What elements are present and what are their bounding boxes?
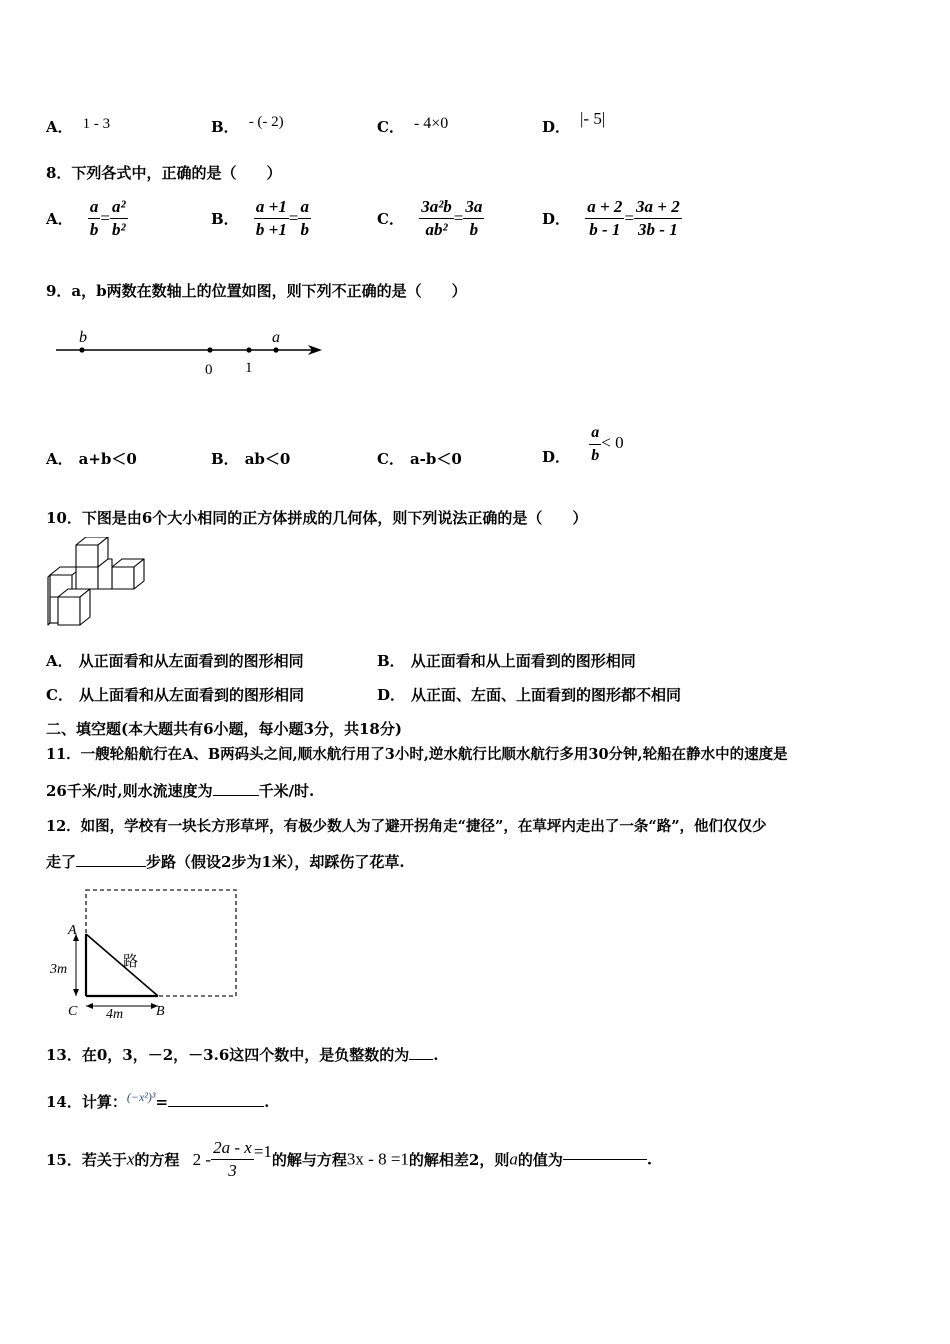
cube-right-front [112, 567, 134, 589]
q12-answer-blank[interactable] [76, 866, 146, 867]
label-4m: 4m [106, 1007, 124, 1022]
cube-front-front [58, 597, 80, 625]
label-B: B [156, 1004, 165, 1019]
q11-line2: 26千米/时,则水流速度为 千米/时. [46, 782, 315, 800]
tick-1: 1 [245, 360, 253, 376]
q10-option-a: A． 从正面看和从左面看到的图形相同 [46, 652, 304, 670]
point-b [79, 347, 84, 352]
q9-option-c: C． a-b＜0 [377, 450, 462, 468]
q12-line2: 走了 步路（假设2步为1米），却踩伤了花草. [46, 853, 405, 871]
label-a: a [272, 329, 280, 346]
q7-option-c: C． - 4×0 [377, 115, 449, 136]
q8-option-c: C． $\frac{\text{3a²b}}{\text{ab²}}$ = $\frac{3a}{b}$ [377, 197, 483, 239]
label-b: b [79, 329, 87, 346]
q13: 13．在0，3，－2，－3.6这四个数中，是负整数的为 . [46, 1046, 439, 1064]
cube-middle-front [76, 567, 98, 589]
lawn-rectangle [86, 890, 236, 996]
q10-option-d: D． 从正面、左面、上面看到的图形都不相同 [377, 686, 682, 704]
point-one [246, 347, 251, 352]
q7-option-a: A． 1 - 3 [46, 116, 111, 136]
q11-answer-blank[interactable] [213, 795, 259, 796]
label-C: C [68, 1004, 78, 1019]
q12-line1: 12．如图，学校有一块长方形草坪，有极少数人为了避开拐角走“捷径”，在草坪内走出了一条“路”，他们仅仅少 [46, 818, 767, 835]
label-path: 路 [123, 954, 139, 970]
path-ab [86, 934, 158, 996]
q15-answer-blank[interactable] [563, 1159, 647, 1160]
label-A: A [68, 923, 77, 938]
q8-option-b: B． $\frac{a +1}{b +1}$ = $\frac{a}{b}$ [211, 197, 309, 239]
cube-top-front [76, 545, 98, 567]
q10-stem: 10．下图是由6个大小相同的正方体拼成的几何体，则下列说法正确的是（ ） [46, 509, 588, 527]
q14-answer-blank[interactable] [168, 1106, 264, 1107]
number-line-figure [50, 322, 330, 382]
cube-figure [44, 537, 154, 632]
q15: 15．若关于x的方程 2 - $\frac{2a - x}{3}$ =1的解与方程3x - 8 =1的解相差2，则a的值为 . [46, 1138, 653, 1180]
q14-expression: (−x²)³ [126, 1090, 156, 1104]
q10-option-c: C． 从上面看和从左面看到的图形相同 [46, 686, 304, 704]
label-3m: 3m [50, 962, 68, 977]
q9-option-a: A． a+b＜0 [46, 450, 137, 468]
point-a [273, 347, 278, 352]
q11-line1: 11．一艘轮船航行在A、B两码头之间,顺水航行用了3小时,逆水航行比顺水航行多用30分钟,轮船在静水中的速度是 [46, 746, 788, 763]
q7-option-d: D． |- 5| [542, 109, 606, 136]
tick-0: 0 [205, 362, 213, 378]
q9-option-b: B． ab＜0 [211, 450, 291, 468]
q13-answer-blank[interactable] [409, 1059, 433, 1060]
q8-stem: 8．下列各式中，正确的是（ ） [46, 164, 282, 182]
q9-stem: 9．a，b两数在数轴上的位置如图，则下列不正确的是（ ） [46, 282, 467, 300]
q8-option-a: A． $\frac{a}{b}$ = $\frac{\text{a²}}{\text{b²}}$ [46, 197, 126, 239]
q8-option-d: D． $\frac{a + 2}{b - 1}$ = $\frac{3a + 2}{3b - 1}$ [542, 197, 680, 239]
point-zero [207, 347, 212, 352]
lawn-figure [48, 884, 248, 1024]
section-heading: 二、填空题(本大题共有6小题，每小题3分，共18分) [46, 720, 402, 738]
q14: 14．计算：$^{(-x^2)^3}$= . [46, 1090, 270, 1111]
q7-option-b: B． - (- 2) [211, 114, 284, 136]
q10-option-b: B． 从正面看和从上面看到的图形相同 [377, 652, 636, 670]
q9-option-d: D． $\frac{a}{b}$ < 0 [542, 424, 624, 466]
